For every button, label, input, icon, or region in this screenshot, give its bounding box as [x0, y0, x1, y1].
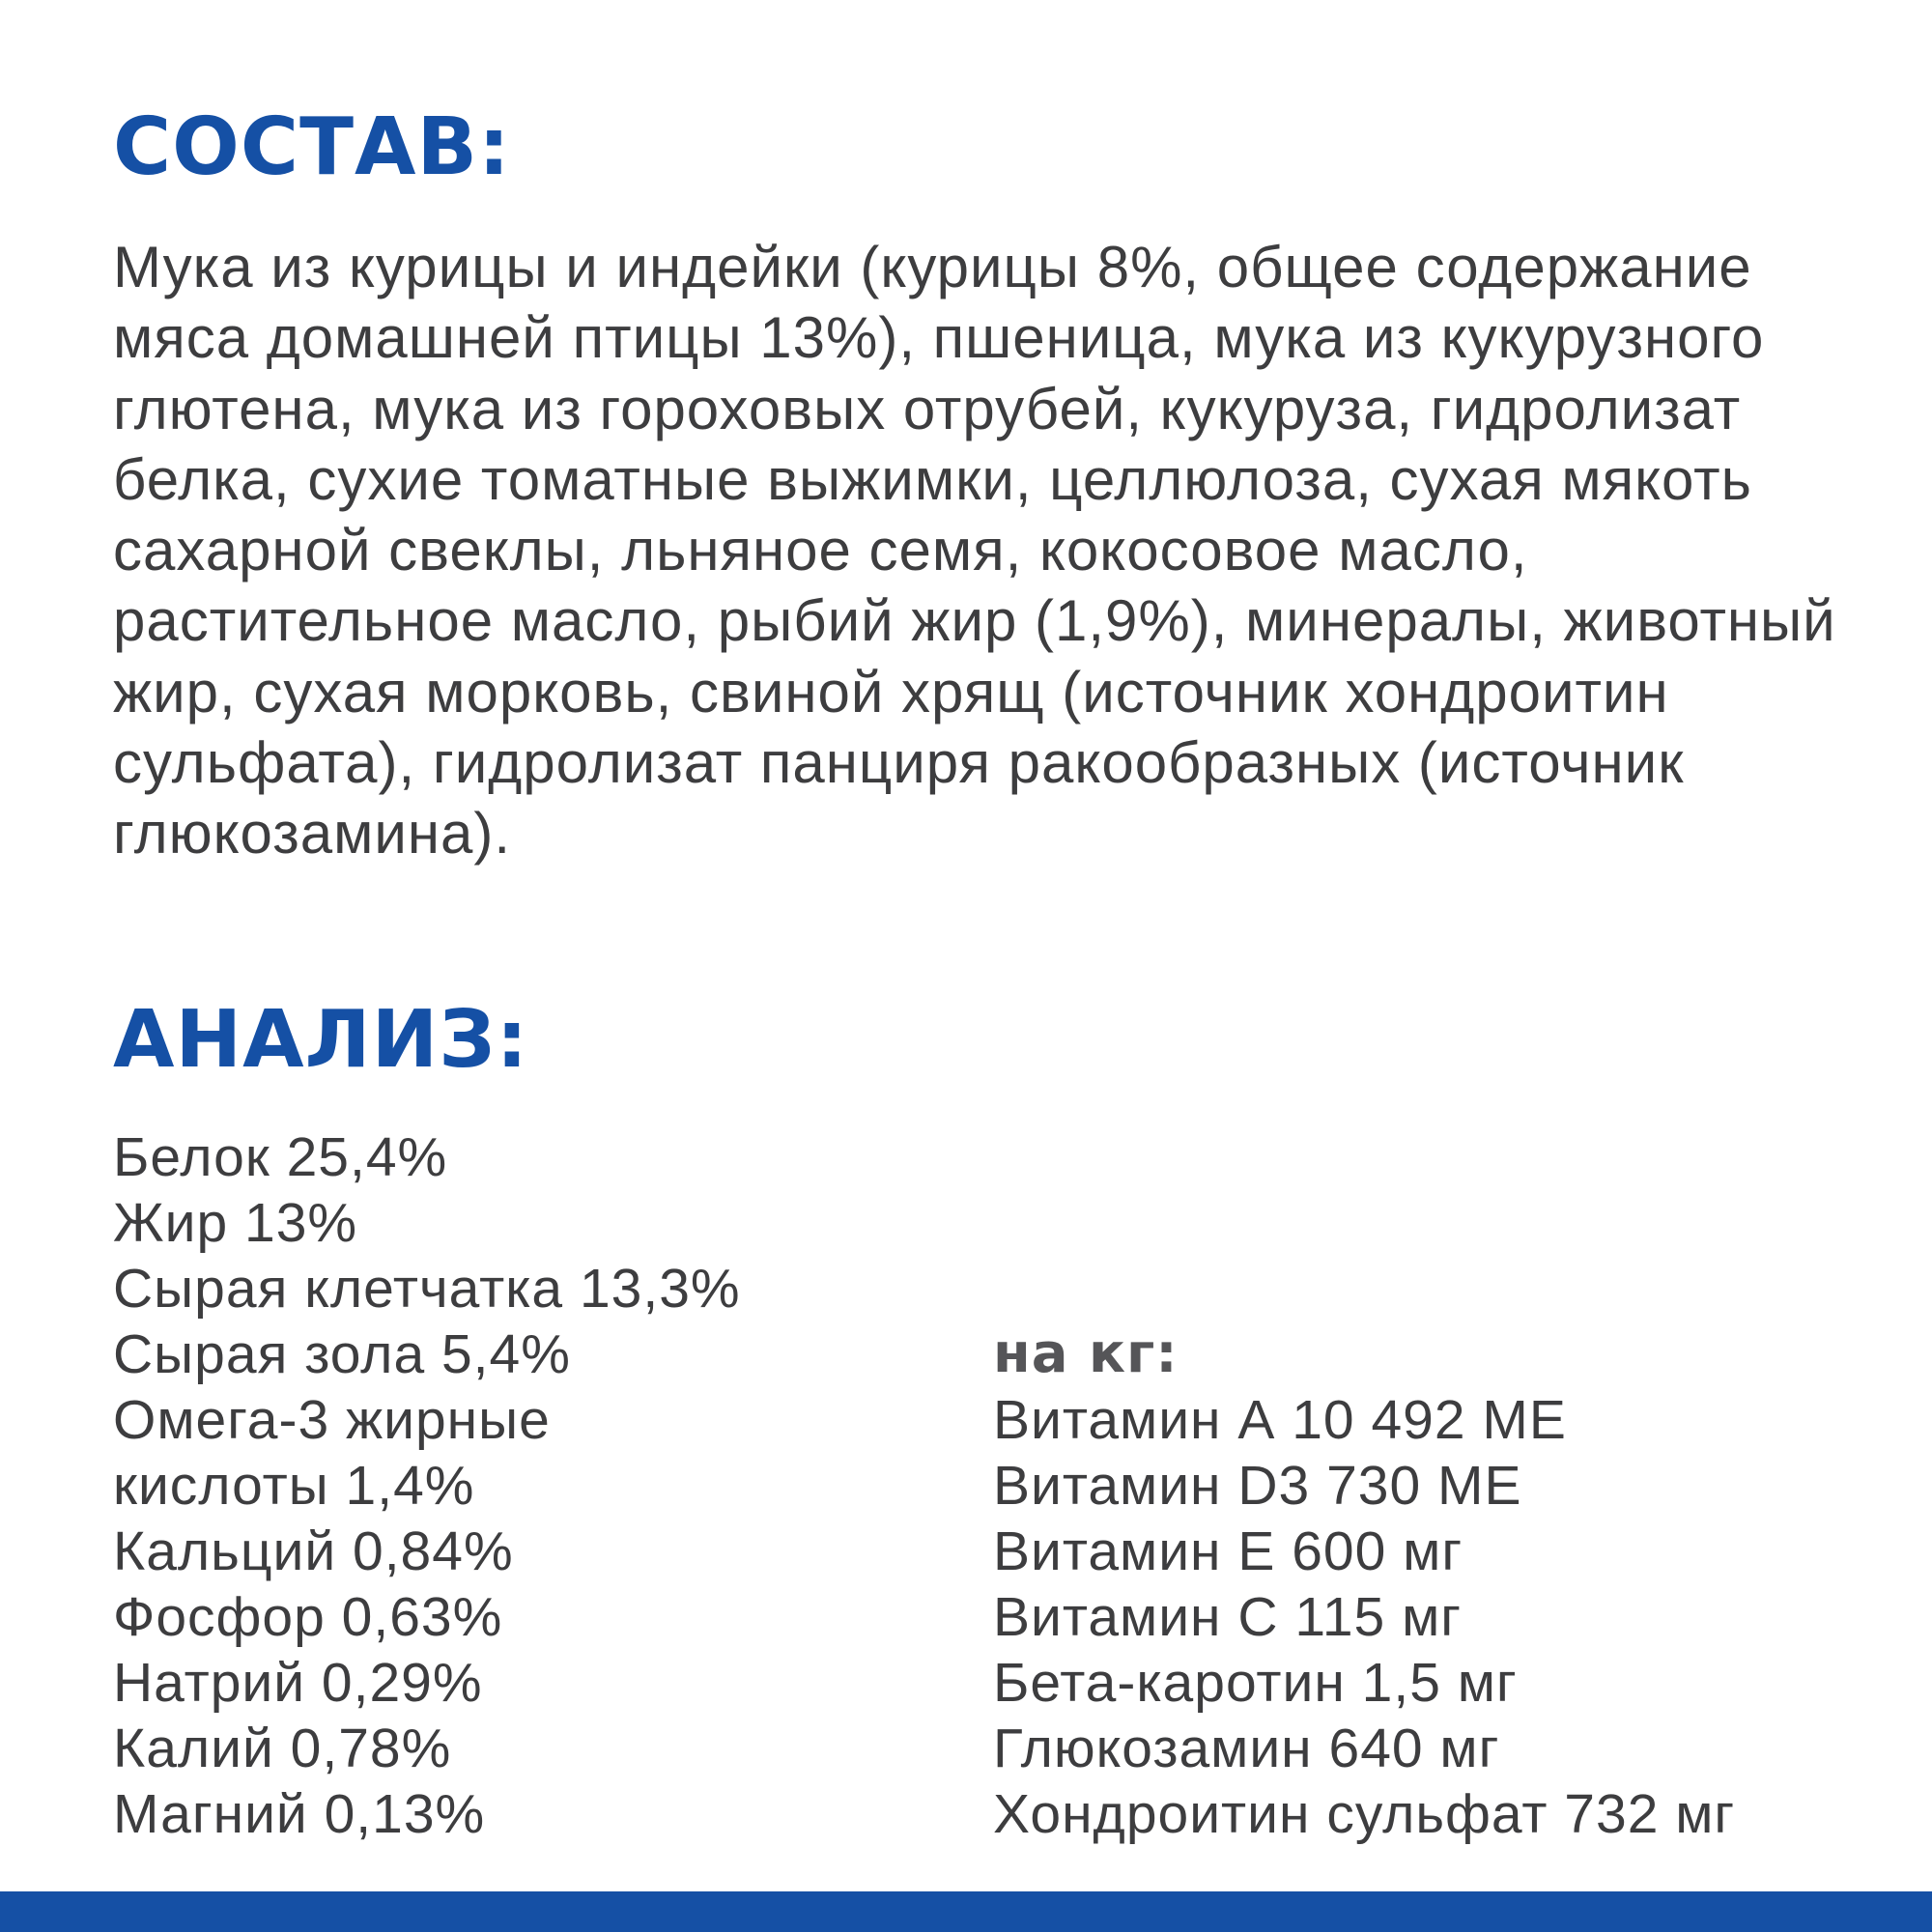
- analysis-item-fat: Жир 13%: [113, 1192, 358, 1254]
- analysis-heading: АНАЛИЗ:: [113, 994, 529, 1086]
- analysis-item-magnesium: Магний 0,13%: [113, 1783, 486, 1845]
- analysis-item-omega3-line2: кислоты 1,4%: [113, 1455, 475, 1517]
- analysis-item-potassium: Калий 0,78%: [113, 1718, 452, 1779]
- per-kg-list: [993, 1387, 1735, 1847]
- analysis-item-phosphorus: Фосфор 0,63%: [113, 1586, 503, 1648]
- analysis-item-crude-fiber: Сырая клетчатка 13,3%: [113, 1258, 741, 1320]
- per-kg-item-vitamin-d3: Витамин D3 730 МЕ: [993, 1455, 1522, 1517]
- per-kg-title: на кг:: [993, 1322, 1179, 1385]
- per-kg-item-chondroitin: Хондроитин сульфат 732 мг: [993, 1783, 1736, 1845]
- analysis-list: [113, 1124, 741, 1847]
- per-kg-section: [993, 1321, 1735, 1847]
- per-kg-item-glucosamine: Глюкозамин 640 мг: [993, 1718, 1500, 1779]
- analysis-item-crude-ash: Сырая зола 5,4%: [113, 1323, 571, 1385]
- analysis-item-calcium: Кальций 0,84%: [113, 1520, 514, 1582]
- analysis-item-omega3-line1: Омега-3 жирные: [113, 1389, 551, 1451]
- per-kg-item-vitamin-a: Витамин А 10 492 МЕ: [993, 1389, 1567, 1451]
- per-kg-item-vitamin-e: Витамин Е 600 мг: [993, 1520, 1463, 1582]
- bottom-bar: [0, 1891, 1932, 1932]
- per-kg-item-beta-carotene: Бета-каротин 1,5 мг: [993, 1652, 1518, 1714]
- analysis-item-protein: Белок 25,4%: [113, 1126, 448, 1188]
- composition-text: Мука из курицы и индейки (курицы 8%, общее содержание мяса домашней птицы 13%), пшеница, мука из кукурузного глютена, мука из гороховых отрубей, кукуруза, гидролизат белка, сухие томатные выжимки, целлюлоза, сухая мякоть сахарной свеклы, льняное семя, кокосовое масло, растительное масло, рыбий жир (1,9%), минералы, животный жир, сухая морковь, свиной хрящ (источник хондроитин сульфата), гидролизат панциря ракообразных (источник глюкозамина).: [113, 235, 1836, 867]
- composition-heading: СОСТАВ:: [113, 101, 511, 193]
- analysis-item-sodium: Натрий 0,29%: [113, 1652, 483, 1714]
- per-kg-item-vitamin-c: Витамин С 115 мг: [993, 1586, 1463, 1648]
